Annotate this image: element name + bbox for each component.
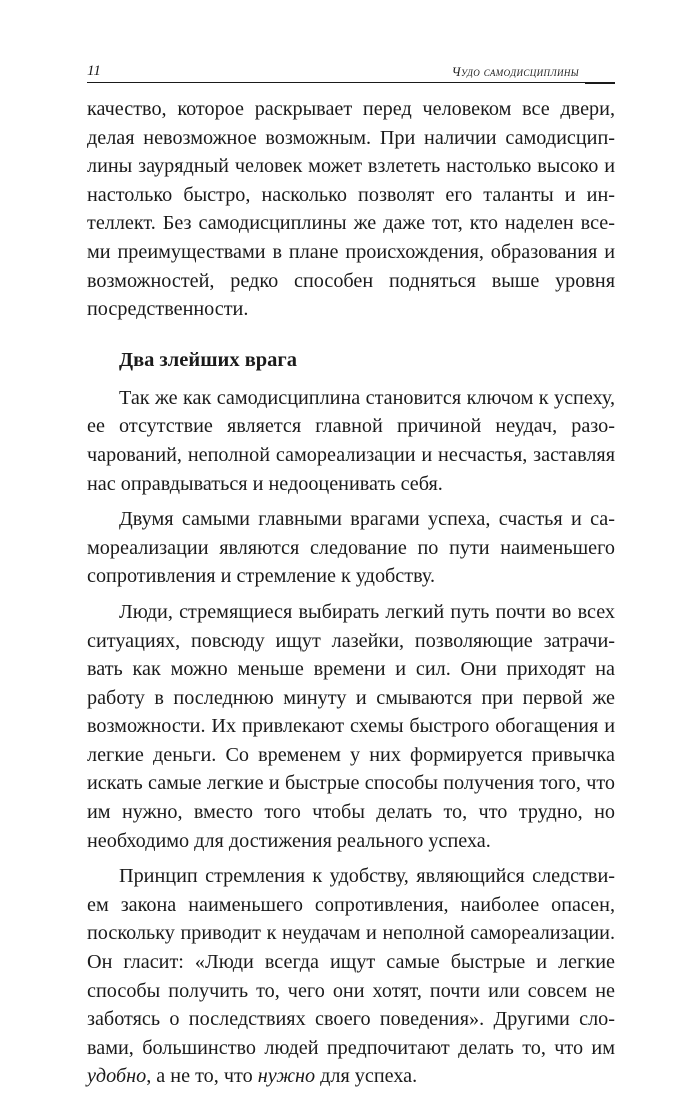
- paragraph: Двумя самыми главными врагами успеха, счастья и самореализации являются следование по пути наименьшего сопротивления и стремление к удобству.: [87, 508, 615, 588]
- paragraph-last: [87, 862, 615, 1091]
- body-text: [87, 95, 615, 1091]
- paragraph: Так же как самодисциплина становится ключом к успеху, ее отсутствие является главной причиной неудач, разочарований, неполной самореализации и несчастья, заставляя нас оправдываться и недооценивать себя.: [87, 386, 615, 495]
- text-run: , а не то, что: [146, 1065, 258, 1088]
- book-title: Чудо самодисциплины: [446, 64, 585, 80]
- page-number: 11: [87, 63, 101, 79]
- section-heading: Два злейших врага: [119, 348, 297, 371]
- emphasis-word: нужно: [257, 1065, 316, 1088]
- emphasis-word: удобно: [87, 1065, 147, 1088]
- text-run: Принцип стремления к удобству, являющийся следствием закона наименьшего сопротивления, наиболее опасен, поскольку приводит к неудачам и неполной самореализации. Он гласит: «Люди всегда ищут самые быстрые и легкие способы получить то, чего они хотят, почти или совсем не заботясь о последствиях своего поведения». Другими словами, большинство людей предпочитают делать то, что им: [87, 865, 615, 1059]
- running-header: [87, 60, 615, 83]
- text-run: для успеха.: [315, 1065, 418, 1088]
- paragraph-continued: качество, которое раскрывает перед человеком все двери, делая невозможное возможным. При наличии самодисциплины заурядный человек может взлететь настолько высоко и настолько быстро, насколько позволят его таланты и интеллект. Без самодисциплины же даже тот, кто наделен всеми преимуществами в плане происхождения, образования и возможностей, редко способен подняться выше уровня посредственности.: [87, 98, 615, 321]
- book-page: [87, 60, 615, 1098]
- paragraph: Люди, стремящиеся выбирать легкий путь почти во всех ситуациях, повсюду ищут лазейки, позволяющие затрачивать как можно меньше времени и сил. Они приходят на работу в последнюю минуту и смываются при первой же возможности. Их привлекают схемы быстрого обогащения и легкие деньги. Со временем у них формируется привычка искать самые легкие и быстрые способы получения того, что им нужно, вместо того чтобы делать то, что трудно, но необходимо для достижения реального успеха.: [87, 600, 615, 852]
